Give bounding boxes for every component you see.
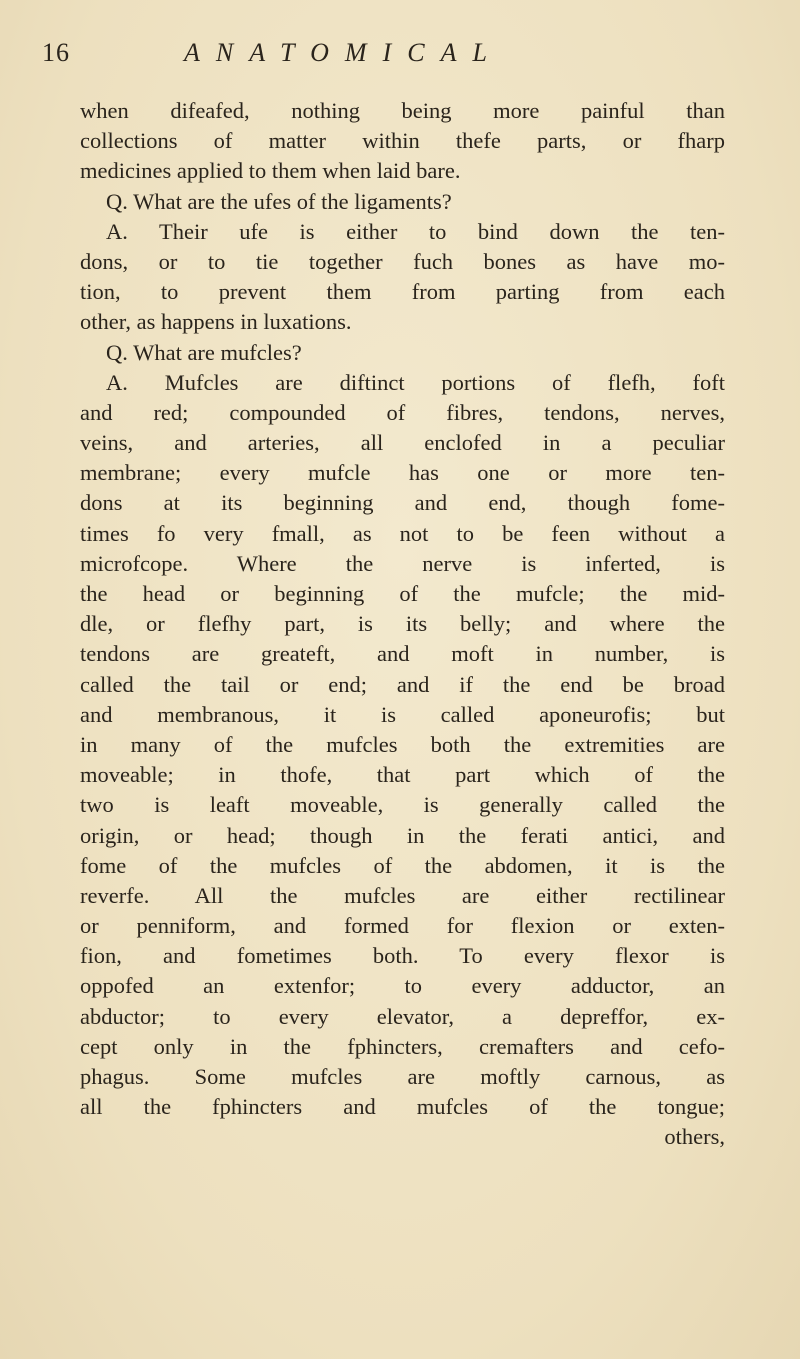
text-line: cept only in the fphincters, cremafters and cefo- bbox=[80, 1033, 725, 1059]
text-line: times fo very fmall, as not to be feen without a bbox=[80, 520, 725, 546]
text-line: microfcope. Where the nerve is inferted, is bbox=[80, 550, 725, 576]
text-line: collections of matter within thefe parts, or fharp bbox=[80, 128, 725, 154]
text-line: fion, and fometimes both. To every flexor is bbox=[80, 943, 725, 969]
text-line: other, as happens in luxations. bbox=[80, 309, 352, 335]
text-line: phagus. Some mufcles are moftly carnous, as bbox=[80, 1064, 725, 1089]
text-line: dle, or flefhy part, is its belly; and where the bbox=[80, 611, 725, 637]
text-line: medicines applied to them when laid bare. bbox=[80, 158, 461, 184]
text-line: dons, or to tie together fuch bones as have mo- bbox=[80, 248, 725, 274]
question-line: Q. What are the ufes of the ligaments? bbox=[106, 188, 452, 214]
text-line: origin, or head; though in the ferati antici, and bbox=[80, 822, 725, 848]
text-line: or penniform, and formed for flexion or exten- bbox=[80, 913, 725, 939]
text-line: veins, and arteries, all enclofed in a peculiar bbox=[80, 430, 725, 456]
text-line: reverfe. All the mufcles are either rectilinear bbox=[80, 882, 725, 908]
question-line: Q. What are mufcles? bbox=[106, 339, 302, 365]
text-line: all the fphincters and mufcles of the tongue; bbox=[80, 1094, 725, 1120]
page-number: 16 bbox=[42, 38, 70, 67]
text-line: when difeafed, nothing being more painful than bbox=[80, 98, 725, 123]
text-line: membrane; every mufcle has one or more ten- bbox=[80, 460, 725, 486]
text-line: the head or beginning of the mufcle; the mid- bbox=[80, 581, 725, 606]
text-line: in many of the mufcles both the extremities are bbox=[80, 731, 725, 757]
answer-line: A. Their ufe is either to bind down the ten- bbox=[106, 218, 725, 244]
text-line: oppofed an extenfor; to every adductor, an bbox=[80, 973, 725, 999]
text-line: called the tail or end; and if the end be broad bbox=[80, 671, 725, 697]
text-line: two is leaft moveable, is generally called the bbox=[80, 792, 725, 818]
text-line: abductor; to every elevator, a depreffor, ex- bbox=[80, 1003, 725, 1029]
text-line: tion, to prevent them from parting from each bbox=[80, 279, 725, 305]
text-line: and red; compounded of fibres, tendons, nerves, bbox=[80, 399, 725, 425]
body-text bbox=[80, 96, 725, 1153]
page-header bbox=[42, 38, 742, 78]
text-line: fome of the mufcles of the abdomen, it is the bbox=[80, 852, 725, 878]
text-line: tendons are greateft, and moft in number, is bbox=[80, 641, 725, 667]
catchword-line: others, bbox=[664, 1124, 725, 1150]
running-head: ANATOMICAL bbox=[184, 38, 503, 67]
answer-line: A. Mufcles are diftinct portions of flefh, foft bbox=[106, 369, 725, 395]
text-line: dons at its beginning and end, though fome- bbox=[80, 490, 725, 516]
text-line: and membranous, it is called aponeurofis; but bbox=[80, 701, 725, 727]
text-line: moveable; in thofe, that part which of the bbox=[80, 762, 725, 788]
